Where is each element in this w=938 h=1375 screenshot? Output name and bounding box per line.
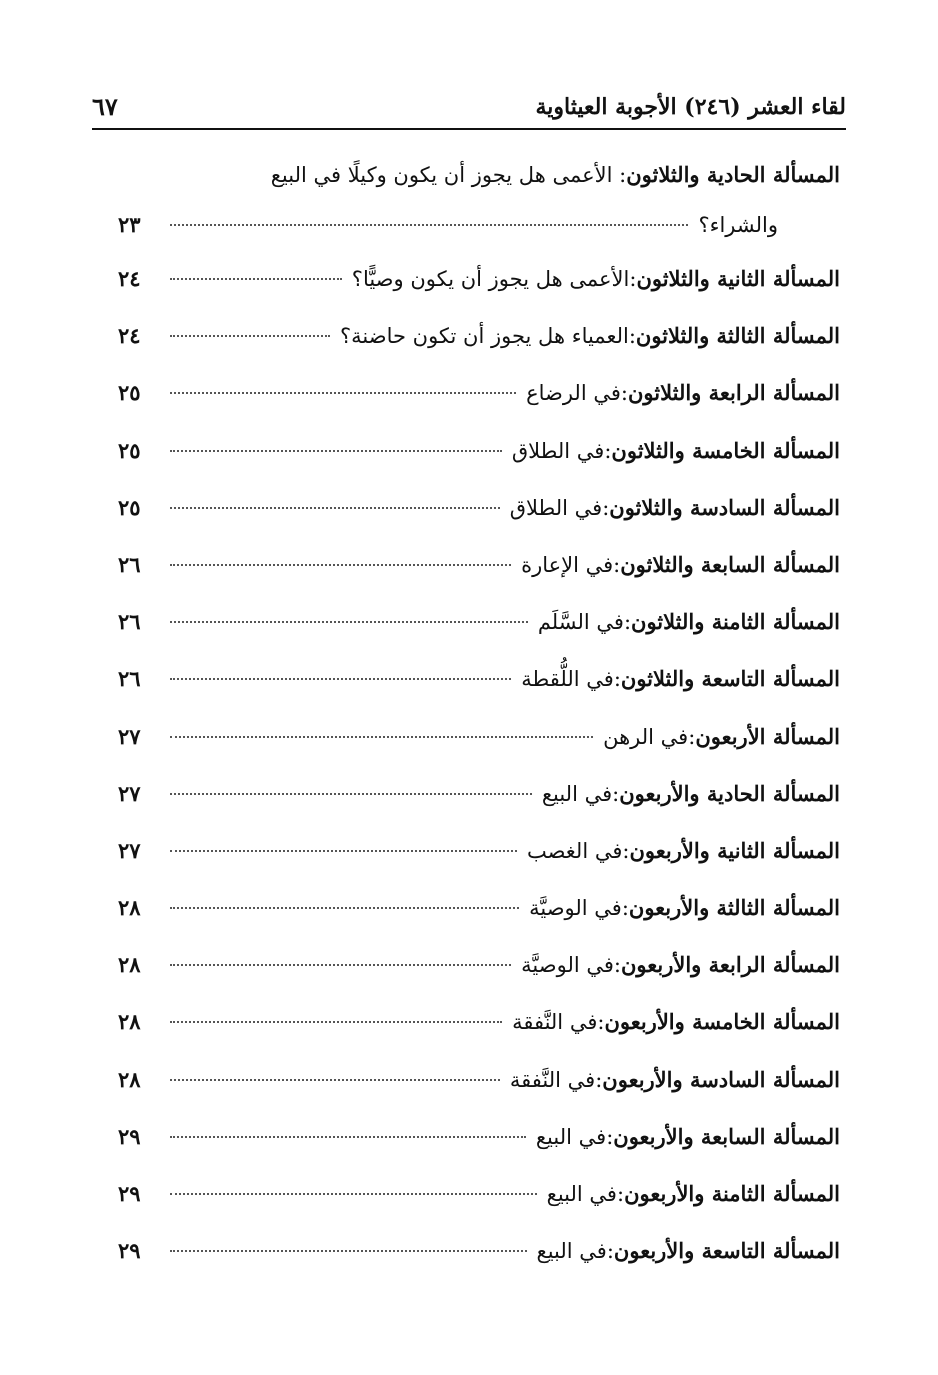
toc-entry [118,436,840,493]
dot-leader [170,335,330,337]
entry-separator: : [616,1182,625,1206]
entry-page-number: ٢٩ [118,1123,141,1149]
page-header [92,82,846,122]
toc-entry [118,722,840,779]
entry-page-number: ٢٩ [118,1181,141,1206]
dot-leader [170,793,532,795]
entry-title: في النَّفقة [509,1067,596,1092]
entry-title: في البيع [535,1124,607,1149]
entry-label: المسألة السادسة والأربعون [602,1066,840,1092]
entry-page-number: ٢٨ [118,1009,141,1035]
entry-title: في الإعارة [521,552,614,577]
dot-leader [170,507,500,509]
toc-entry [118,836,840,893]
dot-leader [170,907,519,909]
dot-leader [170,736,593,738]
entry-title: الأعمى هل يجوز أن يكون وكيلًا في البيع [270,163,613,187]
entry-title: في الطلاق [511,438,605,463]
entry-page-number: ٢٥ [118,380,141,406]
entry-label: المسألة الثامنة والأربعون [624,1181,840,1206]
entry-label: المسألة الثانية والثلاثون [636,266,840,291]
page-number: ٦٧ [92,92,118,121]
dot-leader [170,678,511,680]
toc-entry [118,779,840,836]
header-rule [92,128,846,130]
entry-page-number: ٢٨ [118,952,141,978]
entry-page-number: ٢٦ [118,666,141,692]
entry-separator: : [613,953,621,978]
entry-page-number: ٢٣ [118,212,141,237]
dot-leader [170,1021,502,1023]
entry-separator: : [606,1239,614,1264]
entry-separator: : [688,724,696,749]
dot-leader [170,850,517,852]
entry-page-number: ٢٥ [118,437,141,463]
entry-title: في النَّفقة [512,1010,598,1035]
toc-entry [118,378,840,435]
dot-leader [170,278,342,280]
entry-page-number: ٢٤ [118,323,141,349]
entry-separator: : [622,838,630,863]
entry-title: في الوصيَّة [521,953,614,978]
dot-leader [170,450,502,452]
entry-title: في الرضاع [526,381,621,406]
entry-label: المسألة الرابعة والأربعون [620,952,840,978]
entry-label: المسألة الثامنة والثلاثون [631,609,840,635]
entry-label: المسألة الخامسة والثلاثون [611,437,840,463]
dot-leader [170,224,688,226]
entry-separator: : [612,163,627,187]
entry-title: في البيع [546,1182,617,1206]
entry-separator: : [595,1067,603,1092]
entry-separator: : [604,438,612,463]
entry-page-number: ٢٨ [118,895,141,921]
entry-separator: : [612,781,620,806]
running-title: لقاء العشر (٢٤٦) الأجوبة العيثاوية [535,94,846,120]
toc-entry [118,1007,840,1064]
entry-title: في الوصيَّة [529,896,622,921]
entry-separator: : [597,1010,605,1035]
dot-leader [170,964,511,966]
toc-entry [118,1122,840,1179]
entry-title: الأعمى هل يجوز أن يكون وصيًّا؟ [351,267,630,291]
entry-label: المسألة الرابعة والثلاثون [627,380,840,406]
entry-label: المسألة السادسة والثلاثون [609,494,840,520]
entry-page-number: ٢٧ [118,723,141,749]
entry-label: المسألة الخامسة والأربعون [604,1009,840,1035]
entry-title: في الغصب [526,838,623,863]
entry-separator: : [621,896,629,921]
entry-label: المسألة الثالثة والأربعون [628,895,840,921]
toc-entry [118,950,840,1007]
entry-page-number: ٢٦ [118,551,141,577]
entry-label: المسألة الثالثة والثلاثون [635,323,840,349]
entry-title: العمياء هل يجوز أن تكون حاضنة؟ [340,324,629,349]
dot-leader [170,564,511,566]
entry-title: في اللُّقطة [521,667,614,692]
entry-title: في البيع [541,781,613,806]
dot-leader [170,1250,527,1252]
entry-label: المسألة الثانية والأربعون [629,837,840,863]
entry-page-number: ٢٤ [118,266,141,291]
entry-page-number: ٢٩ [118,1238,141,1264]
entry-label: المسألة الحادية والثلاثون [626,162,840,187]
toc-entry [118,160,840,264]
entry-title: في السَّلَم [537,610,624,635]
toc-entry [118,607,840,664]
toc-entry [118,264,840,321]
toc-entry [118,1179,840,1236]
table-of-contents [118,160,840,1293]
entry-label: المسألة التاسعة والثلاثون [620,666,840,692]
entry-page-number: ٢٧ [118,837,141,863]
entry-label: المسألة الأربعون [695,723,840,749]
entry-page-number: ٢٦ [118,609,141,635]
entry-separator: : [620,381,628,406]
toc-entry [118,664,840,721]
entry-title: في البيع [536,1239,607,1264]
entry-title: في الطلاق [509,495,603,520]
dot-leader [170,1193,537,1195]
dot-leader [170,1079,500,1081]
dot-leader [170,1136,526,1138]
dot-leader [170,621,528,623]
entry-separator: : [602,495,610,520]
entry-label: المسألة التاسعة والأربعون [613,1238,840,1264]
toc-entry [118,321,840,378]
entry-page-number: ٢٥ [118,494,141,520]
entry-separator: : [628,324,636,349]
entry-page-number: ٢٧ [118,780,141,806]
toc-entry [118,550,840,607]
entry-separator: : [613,552,621,577]
toc-entry [118,493,840,550]
toc-entry [118,893,840,950]
entry-separator: : [613,667,621,692]
entry-separator: : [629,267,637,291]
entry-separator: : [623,610,632,635]
entry-title: في الرهن [603,724,689,749]
dot-leader [170,392,516,394]
toc-entry [118,1236,840,1293]
entry-separator: : [606,1124,614,1149]
entry-label: المسألة السابعة والثلاثون [620,551,840,577]
entry-label: المسألة الحادية والأربعون [619,780,840,806]
toc-entry [118,1065,840,1122]
entry-label: المسألة السابعة والأربعون [613,1123,840,1149]
entry-page-number: ٢٨ [118,1066,141,1092]
entry-title-continued: والشراء؟ [698,213,778,237]
